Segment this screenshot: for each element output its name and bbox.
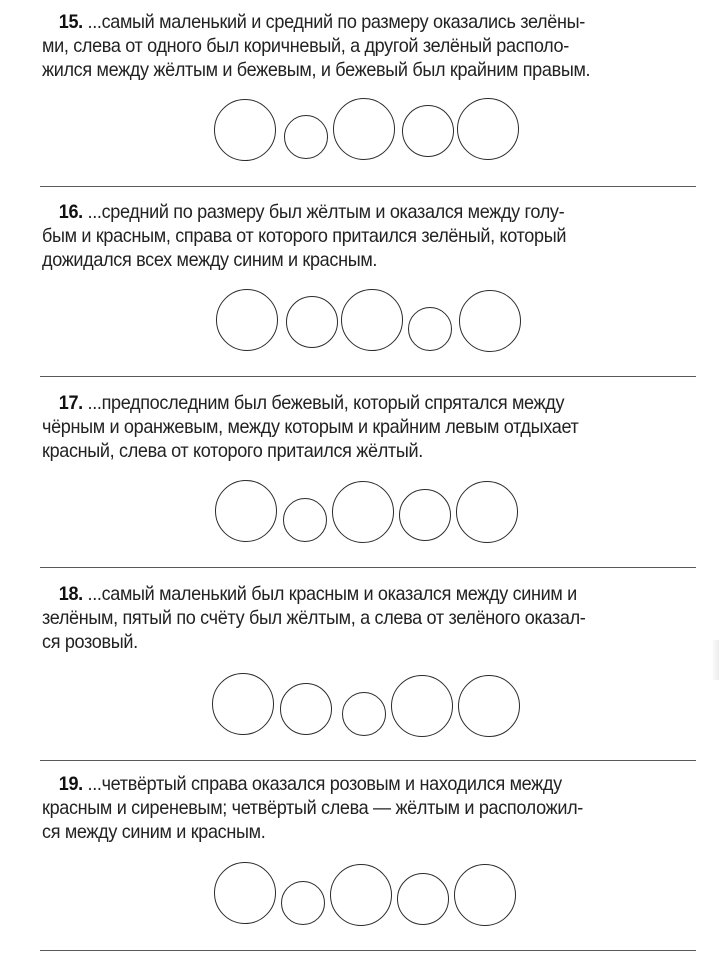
divider xyxy=(40,567,696,568)
divider xyxy=(40,950,696,951)
task-16-text xyxy=(42,200,696,272)
task-18-line-1 xyxy=(42,582,696,606)
circle-3[interactable] xyxy=(342,692,386,736)
circle-5[interactable] xyxy=(454,864,516,926)
task-19-line-2: красным и сиреневым; четвёртый слева — жёлтым и расположил- xyxy=(42,797,583,819)
divider xyxy=(40,186,696,187)
circle-4[interactable] xyxy=(402,105,454,157)
task-18-text xyxy=(42,582,696,654)
circle-1[interactable] xyxy=(216,289,278,351)
task-15-number: 15. xyxy=(58,11,83,33)
task-17-line-1 xyxy=(42,391,696,415)
circle-4[interactable] xyxy=(399,489,451,541)
task-18-number: 18. xyxy=(58,583,83,605)
task-16-line-1-text: ...средний по размеру был жёлтым и оказался между голу- xyxy=(87,201,565,223)
circle-3[interactable] xyxy=(333,98,395,160)
circle-3[interactable] xyxy=(341,289,403,351)
task-17-number: 17. xyxy=(58,392,83,414)
task-17-line-3: красный, слева от которого притаился жёлтый. xyxy=(42,440,423,462)
circle-3[interactable] xyxy=(332,481,394,543)
task-18-line-3: ся розовый. xyxy=(42,631,138,653)
task-15-line-2: ми, слева от одного был коричневый, а другой зелёный располо- xyxy=(42,35,569,57)
task-19-line-1 xyxy=(42,772,696,796)
task-15-line-1-text: ...самый маленький и средний по размеру оказались зелёны- xyxy=(87,11,585,33)
circle-2[interactable] xyxy=(280,683,332,735)
task-15-line-1 xyxy=(42,10,696,34)
circle-5[interactable] xyxy=(457,98,519,160)
circle-2[interactable] xyxy=(286,296,338,348)
divider xyxy=(40,376,696,377)
circle-4[interactable] xyxy=(391,675,453,737)
task-17-line-1-text: ...предпоследним был бежевый, который спрятался между xyxy=(87,392,565,414)
task-15-text xyxy=(42,10,696,82)
task-16-line-2: бым и красным, справа от которого притаился зелёный, который xyxy=(42,225,567,247)
task-18-line-1-text: ...самый маленький был красным и оказался между синим и xyxy=(87,583,577,605)
circle-5[interactable] xyxy=(456,481,518,543)
circle-1[interactable] xyxy=(214,862,276,924)
circle-3[interactable] xyxy=(330,864,392,926)
circle-1[interactable] xyxy=(212,673,274,735)
circle-5[interactable] xyxy=(459,290,521,352)
task-15-line-3: жился между жёлтым и бежевым, и бежевый был крайним правым. xyxy=(42,59,591,81)
circle-2[interactable] xyxy=(281,881,325,925)
task-17-text xyxy=(42,391,696,463)
task-19-text xyxy=(42,772,696,844)
task-18-line-2: зелёным, пятый по счёту был жёлтым, а слева от зелёного оказал- xyxy=(42,607,586,629)
task-19-line-1-text: ...четвёртый справа оказался розовым и находился между xyxy=(87,773,562,795)
circle-2[interactable] xyxy=(284,115,328,159)
circle-4[interactable] xyxy=(397,873,449,925)
circle-5[interactable] xyxy=(458,675,520,737)
circle-2[interactable] xyxy=(283,498,327,542)
task-16-number: 16. xyxy=(58,201,83,223)
task-16-line-1 xyxy=(42,200,696,224)
circle-1[interactable] xyxy=(215,480,277,542)
divider xyxy=(40,760,696,761)
task-19-number: 19. xyxy=(58,773,83,795)
circle-1[interactable] xyxy=(214,99,276,161)
circle-4[interactable] xyxy=(408,307,452,351)
scan-shadow xyxy=(711,640,719,680)
task-19-line-3: ся между синим и красным. xyxy=(42,821,266,843)
task-16-line-3: дожидался всех между синим и красным. xyxy=(42,249,378,271)
task-17-line-2: чёрным и оранжевым, между которым и крайним левым отдыхает xyxy=(42,416,579,438)
